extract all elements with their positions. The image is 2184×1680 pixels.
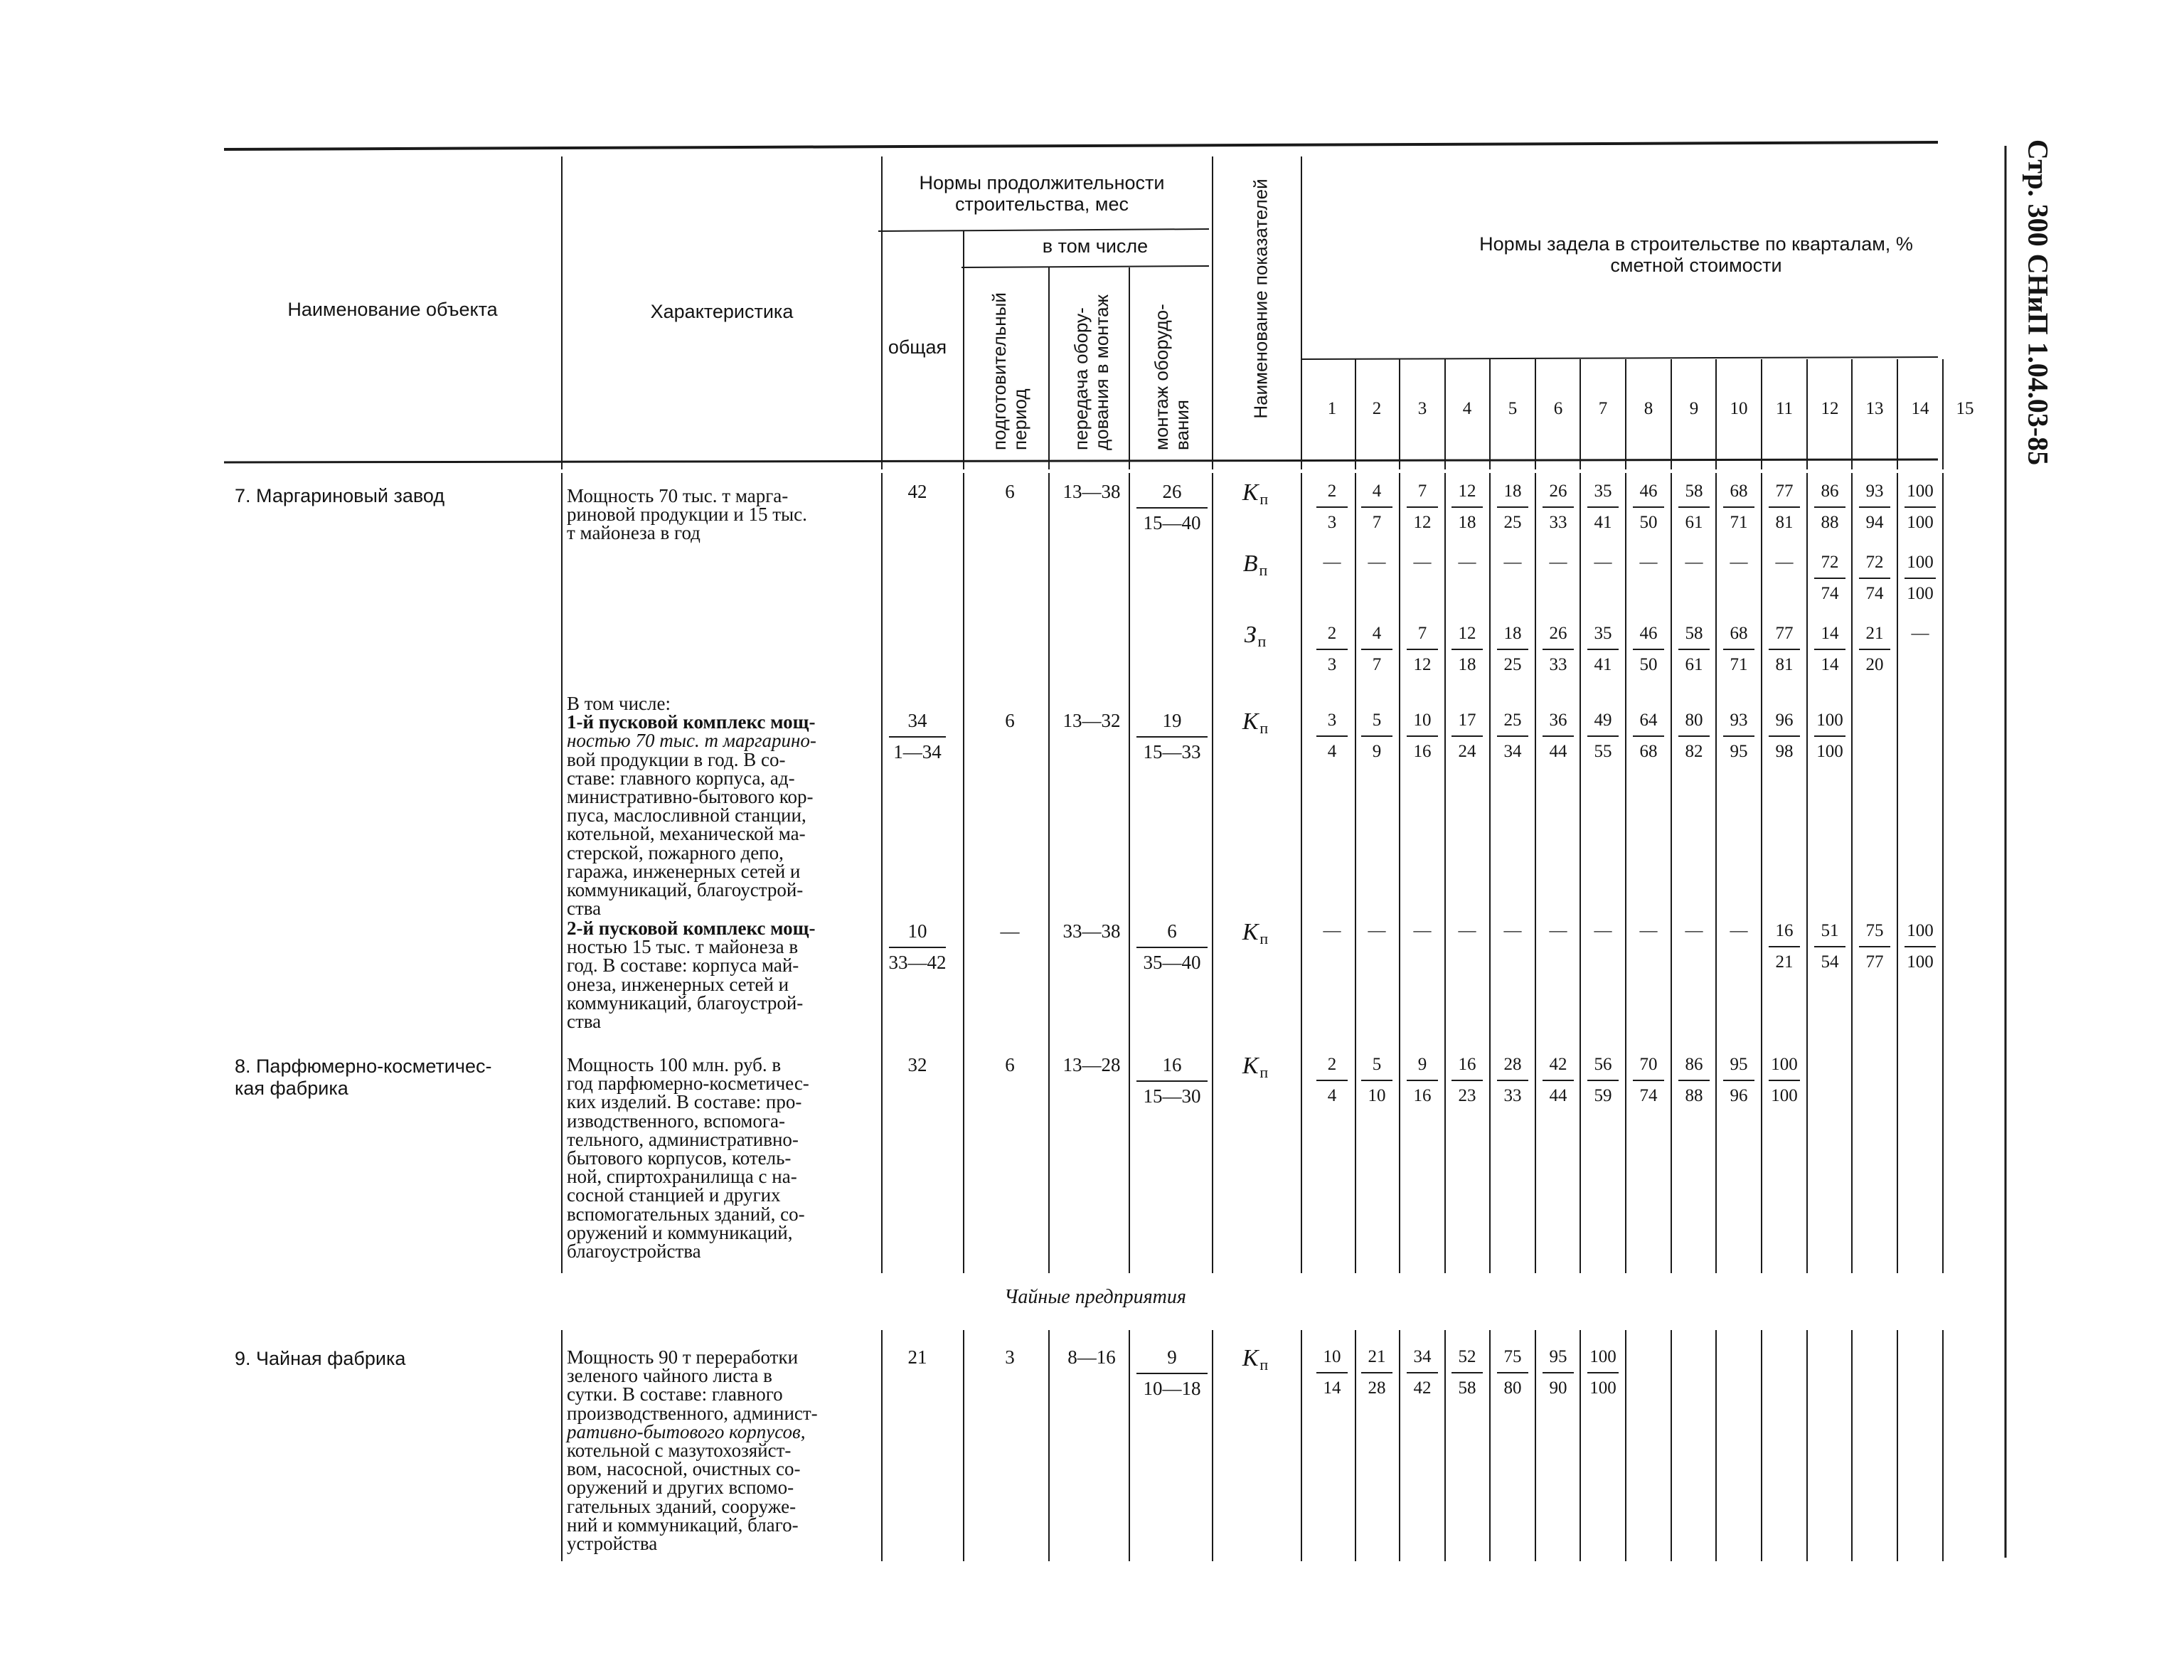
quarter-value-bottom: 3 bbox=[1327, 513, 1337, 532]
quarter-value-bottom: 25 bbox=[1503, 655, 1522, 674]
quarter-value-bottom: 100 bbox=[1816, 742, 1843, 761]
quarter-value-top: 96 bbox=[1775, 711, 1794, 730]
quarter-value-bottom: 68 bbox=[1639, 742, 1658, 761]
quarter-value-top: 51 bbox=[1821, 921, 1839, 940]
quarter-value-bottom: 25 bbox=[1503, 513, 1522, 532]
quarter-value-top: 95 bbox=[1549, 1347, 1567, 1366]
cell-transfer: 13—28 bbox=[1062, 1054, 1121, 1075]
quarter-value-top: — bbox=[1323, 553, 1341, 572]
quarter-label: 12 bbox=[1821, 399, 1839, 418]
quarter-value-top: 64 bbox=[1639, 711, 1658, 730]
quarter-value-top: — bbox=[1639, 553, 1658, 572]
quarter-value-top: 26 bbox=[1549, 624, 1567, 643]
quarter-value-top: — bbox=[1549, 921, 1567, 940]
cell-total: 34 bbox=[907, 710, 927, 731]
header-equipment-transfer: передача обору-дования в монтаж bbox=[1070, 294, 1112, 450]
cell-prep: 6 bbox=[1005, 1054, 1015, 1075]
indicator-label: $В_п$ bbox=[1242, 551, 1268, 579]
quarter-value-bottom: 100 bbox=[1907, 513, 1934, 532]
quarter-value-bottom: 74 bbox=[1821, 584, 1839, 603]
quarter-value-top: 72 bbox=[1865, 553, 1884, 572]
quarter-value-bottom: 24 bbox=[1458, 742, 1476, 761]
quarter-value-top: 21 bbox=[1368, 1347, 1386, 1366]
quarter-value-top: 21 bbox=[1865, 624, 1884, 643]
cell-mount: 19 bbox=[1162, 710, 1182, 731]
quarter-value-top: 52 bbox=[1458, 1347, 1476, 1366]
quarter-value-top: 70 bbox=[1639, 1055, 1658, 1074]
cell-mount-period: 15—30 bbox=[1143, 1085, 1201, 1107]
quarter-label: 5 bbox=[1508, 399, 1518, 418]
quarter-value-top: 10 bbox=[1413, 711, 1432, 730]
quarter-value-bottom: 81 bbox=[1775, 513, 1794, 532]
quarter-value-top: 100 bbox=[1907, 553, 1934, 572]
quarter-value-bottom: 77 bbox=[1865, 952, 1884, 972]
quarter-value-bottom: 95 bbox=[1730, 742, 1748, 761]
quarter-value-top: 46 bbox=[1639, 482, 1658, 501]
quarter-value-top: 95 bbox=[1730, 1055, 1748, 1074]
quarter-value-bottom: 44 bbox=[1549, 742, 1567, 761]
cell-mount: 9 bbox=[1167, 1346, 1177, 1368]
cell-transfer: 8—16 bbox=[1067, 1346, 1116, 1368]
object-desc-9: Мощность 90 т переработки зеленого чайного листа в сутки. В составе: главного производственного, админист- ративно-бытового корпусов, котельной с мазутохозяйст- вом, насосной, очистных со- оружений и других вспомо- гательных зданий, сооруже- ний и коммуникаций, благо- устройства bbox=[567, 1346, 818, 1555]
indicator-label: $З_п$ bbox=[1244, 622, 1267, 650]
cell-total: 10 bbox=[907, 920, 927, 942]
indicator-label: $К_п$ bbox=[1242, 1345, 1269, 1373]
quarter-value-top: 35 bbox=[1594, 482, 1612, 501]
cell-mount-period: 15—40 bbox=[1143, 512, 1201, 533]
quarter-value-bottom: 7 bbox=[1372, 513, 1382, 532]
indicator-label: $К_п$ bbox=[1242, 919, 1269, 947]
quarter-value-bottom: 9 bbox=[1372, 742, 1382, 761]
quarter-value-bottom: 18 bbox=[1458, 513, 1476, 532]
quarter-value-top: 2 bbox=[1327, 482, 1337, 501]
top-rule bbox=[224, 142, 1938, 149]
quarter-value-bottom: 74 bbox=[1865, 584, 1884, 603]
quarter-value-top: 93 bbox=[1730, 711, 1748, 730]
quarter-value-top: 58 bbox=[1685, 482, 1703, 501]
quarter-value-top: 46 bbox=[1639, 624, 1658, 643]
quarter-value-top: 35 bbox=[1594, 624, 1612, 643]
quarter-value-top: — bbox=[1503, 921, 1522, 940]
quarter-value-top: 14 bbox=[1821, 624, 1839, 643]
quarter-value-top: — bbox=[1730, 553, 1748, 572]
quarter-value-top: 18 bbox=[1503, 624, 1522, 643]
quarter-value-bottom: 100 bbox=[1589, 1378, 1616, 1398]
cell-total: 32 bbox=[907, 1054, 927, 1075]
quarter-value-top: 86 bbox=[1821, 482, 1839, 501]
quarter-value-top: 18 bbox=[1503, 482, 1522, 501]
cell-prep: 6 bbox=[1005, 710, 1015, 731]
quarter-value-top: 3 bbox=[1327, 711, 1337, 730]
quarter-value-top: 5 bbox=[1372, 1055, 1382, 1074]
quarter-value-top: 9 bbox=[1417, 1055, 1427, 1074]
quarter-value-top: 75 bbox=[1503, 1347, 1522, 1366]
quarter-label: 7 bbox=[1598, 399, 1608, 418]
quarters-header-rule bbox=[1301, 357, 1938, 359]
complex-1-desc: В том числе: 1-й пусковой комплекс мощ- ностью 70 тыс. т маргарино- вой продукции в год. В со- ставе: главного корпуса, ад- министративно-бытового кор- пуса, маслосливной станции, котельной, механической ма- стерской, пожарного депо, гаража, инженерных сетей и коммуникаций, благоустрой- ства bbox=[567, 693, 816, 920]
quarter-value-top: 10 bbox=[1323, 1347, 1341, 1366]
quarter-label: 14 bbox=[1911, 399, 1929, 418]
quarter-value-top: 36 bbox=[1549, 711, 1567, 730]
quarter-value-bottom: 82 bbox=[1685, 742, 1703, 761]
header-bottom-rule bbox=[224, 459, 1938, 462]
cell-mount-period: 10—18 bbox=[1143, 1378, 1201, 1399]
quarter-value-top: — bbox=[1413, 553, 1432, 572]
cell-prep: — bbox=[1000, 920, 1020, 942]
quarter-value-top: — bbox=[1639, 921, 1658, 940]
cell-transfer: 33—38 bbox=[1062, 920, 1121, 942]
quarter-value-bottom: 7 bbox=[1372, 655, 1382, 674]
quarter-label: 1 bbox=[1327, 399, 1337, 418]
quarter-value-top: 5 bbox=[1372, 711, 1382, 730]
quarter-value-top: — bbox=[1549, 553, 1567, 572]
quarter-value-top: 16 bbox=[1458, 1055, 1476, 1074]
quarter-value-bottom: 16 bbox=[1413, 742, 1432, 761]
quarter-value-bottom: 94 bbox=[1865, 513, 1884, 532]
quarter-value-top: 100 bbox=[1907, 482, 1934, 501]
including-rule bbox=[962, 266, 1209, 267]
quarter-value-top: 2 bbox=[1327, 1055, 1337, 1074]
quarter-value-top: 56 bbox=[1594, 1055, 1612, 1074]
duration-header-rule bbox=[878, 229, 1209, 231]
quarter-value-bottom: 18 bbox=[1458, 655, 1476, 674]
quarter-value-top: 26 bbox=[1549, 482, 1567, 501]
quarter-value-bottom: 54 bbox=[1821, 952, 1839, 972]
quarter-label: 11 bbox=[1775, 399, 1794, 418]
quarter-label: 4 bbox=[1462, 399, 1472, 418]
complex-2-desc: 2-й пусковой комплекс мощ- ностью 15 тыс. т майонеза в год. В составе: корпуса май- онеза, инженерных сетей и коммуникаций, благоустрой- ства bbox=[567, 918, 816, 1033]
quarter-value-top: — bbox=[1458, 921, 1476, 940]
quarter-value-top: 72 bbox=[1821, 553, 1839, 572]
quarter-label: 10 bbox=[1730, 399, 1748, 418]
header-reserve-norms: Нормы задела в строительстве по кварталам, % сметной стоимости bbox=[1479, 233, 1913, 276]
header-total: общая bbox=[888, 336, 947, 358]
quarter-value-bottom: 81 bbox=[1775, 655, 1794, 674]
quarter-value-bottom: 28 bbox=[1368, 1378, 1386, 1398]
quarter-value-top: — bbox=[1685, 921, 1703, 940]
quarter-value-bottom: 3 bbox=[1327, 655, 1337, 674]
cell-total-period: 33—42 bbox=[888, 952, 947, 973]
indicator-label: $К_п$ bbox=[1242, 708, 1269, 737]
quarter-value-top: 28 bbox=[1503, 1055, 1522, 1074]
quarter-value-bottom: 55 bbox=[1594, 742, 1612, 761]
object-desc-7: Мощность 70 тыс. т марга- риновой продукции и 15 тыс. т майонеза в год bbox=[567, 485, 807, 544]
quarter-label: 3 bbox=[1417, 399, 1427, 418]
cell-mount: 6 bbox=[1167, 920, 1177, 942]
quarter-value-top: 68 bbox=[1730, 482, 1748, 501]
quarter-value-top: 16 bbox=[1775, 921, 1794, 940]
section-heading-tea: Чайные предприятия bbox=[1004, 1286, 1186, 1308]
quarter-value-top: 25 bbox=[1503, 711, 1522, 730]
quarter-value-bottom: 71 bbox=[1730, 655, 1748, 674]
header-duration-norms: Нормы продолжительности строительства, мес bbox=[919, 172, 1165, 215]
header-characteristic: Характеристика bbox=[650, 301, 794, 322]
object-name-9: 9. Чайная фабрика bbox=[235, 1348, 406, 1369]
quarter-value-bottom: 58 bbox=[1458, 1378, 1476, 1398]
cell-transfer: 13—38 bbox=[1062, 481, 1121, 502]
quarter-value-bottom: 42 bbox=[1413, 1378, 1432, 1398]
quarter-value-top: — bbox=[1594, 921, 1612, 940]
quarter-value-top: 34 bbox=[1413, 1347, 1432, 1366]
quarter-value-bottom: 10 bbox=[1368, 1086, 1386, 1105]
quarter-value-top: — bbox=[1911, 624, 1929, 643]
cell-total: 21 bbox=[907, 1346, 927, 1368]
quarter-value-bottom: 34 bbox=[1503, 742, 1522, 761]
quarter-value-top: — bbox=[1458, 553, 1476, 572]
quarter-label: 2 bbox=[1372, 399, 1382, 418]
quarter-value-bottom: 4 bbox=[1327, 742, 1337, 761]
quarter-label: 13 bbox=[1865, 399, 1884, 418]
quarter-value-top: — bbox=[1503, 553, 1522, 572]
quarter-value-bottom: 98 bbox=[1775, 742, 1794, 761]
quarter-value-bottom: 4 bbox=[1327, 1086, 1337, 1105]
quarter-value-top: 100 bbox=[1589, 1347, 1616, 1366]
quarter-value-bottom: 33 bbox=[1549, 513, 1567, 532]
page-header: Стр. 300 СНиП 1.04.03-85 bbox=[2022, 139, 2055, 466]
quarter-value-bottom: 41 bbox=[1594, 513, 1612, 532]
quarter-value-bottom: 14 bbox=[1323, 1378, 1341, 1398]
quarter-value-bottom: 100 bbox=[1907, 952, 1934, 972]
quarter-value-bottom: 14 bbox=[1821, 655, 1839, 674]
quarter-value-bottom: 12 bbox=[1413, 513, 1432, 532]
quarter-value-top: 12 bbox=[1458, 482, 1476, 501]
quarter-value-top: — bbox=[1685, 553, 1703, 572]
cell-mount-period: 35—40 bbox=[1143, 952, 1201, 973]
quarter-value-bottom: 100 bbox=[1771, 1086, 1798, 1105]
quarter-value-top: 77 bbox=[1775, 624, 1794, 643]
quarter-label: 15 bbox=[1956, 399, 1974, 418]
quarter-value-top: 68 bbox=[1730, 624, 1748, 643]
header-object: Наименование объекта bbox=[287, 299, 498, 320]
quarter-value-bottom: 80 bbox=[1503, 1378, 1522, 1398]
header-indicator: Наименование показателей bbox=[1250, 179, 1272, 419]
cell-mount-period: 15—33 bbox=[1143, 741, 1201, 762]
header-equipment-mounting: монтаж оборудо-вания bbox=[1151, 304, 1193, 450]
quarter-value-top: — bbox=[1730, 921, 1748, 940]
quarter-value-top: 2 bbox=[1327, 624, 1337, 643]
header-prep-period: подготовительный период bbox=[989, 292, 1030, 450]
quarter-label: 9 bbox=[1689, 399, 1699, 418]
quarter-value-top: 100 bbox=[1771, 1055, 1798, 1074]
quarter-value-top: 100 bbox=[1816, 711, 1843, 730]
quarter-value-top: — bbox=[1594, 553, 1612, 572]
quarter-value-bottom: 100 bbox=[1907, 584, 1934, 603]
cell-mount: 16 bbox=[1162, 1054, 1182, 1075]
quarter-value-bottom: 96 bbox=[1730, 1086, 1748, 1105]
cell-transfer: 13—32 bbox=[1062, 710, 1121, 731]
object-name-8: 8. Парфюмерно-косметичес- кая фабрика bbox=[235, 1056, 492, 1099]
quarter-value-top: — bbox=[1775, 553, 1794, 572]
quarter-value-top: — bbox=[1323, 921, 1341, 940]
quarter-value-top: 4 bbox=[1372, 482, 1382, 501]
quarter-value-bottom: 90 bbox=[1549, 1378, 1567, 1398]
quarter-value-bottom: 61 bbox=[1685, 655, 1703, 674]
quarter-value-top: 80 bbox=[1685, 711, 1703, 730]
quarter-value-top: 12 bbox=[1458, 624, 1476, 643]
quarter-value-bottom: 71 bbox=[1730, 513, 1748, 532]
quarter-value-top: 75 bbox=[1865, 921, 1884, 940]
quarter-value-top: 42 bbox=[1549, 1055, 1567, 1074]
quarter-value-bottom: 50 bbox=[1639, 513, 1658, 532]
object-name-7: 7. Маргариновый завод bbox=[235, 485, 445, 506]
quarter-value-bottom: 88 bbox=[1685, 1086, 1703, 1105]
quarter-value-top: 7 bbox=[1417, 482, 1427, 501]
quarter-value-top: 4 bbox=[1372, 624, 1382, 643]
quarter-value-top: 100 bbox=[1907, 921, 1934, 940]
quarter-value-bottom: 74 bbox=[1639, 1086, 1658, 1105]
quarter-value-top: — bbox=[1368, 921, 1386, 940]
quarter-label: 8 bbox=[1644, 399, 1653, 418]
quarter-value-top: 49 bbox=[1594, 711, 1612, 730]
quarter-value-top: 58 bbox=[1685, 624, 1703, 643]
object-desc-8: Мощность 100 млн. руб. в год парфюмерно-косметичес- ких изделий. В составе: про- изводственного, вспомога- тельного, административно- бытового корпусов, котель- ной, спиртохранилища с на- сосной станцией и других вспомогательных зданий, со- оружений и коммуникаций, благоустройства bbox=[567, 1054, 809, 1262]
quarter-value-bottom: 41 bbox=[1594, 655, 1612, 674]
quarter-value-top: 86 bbox=[1685, 1055, 1703, 1074]
indicator-label: $К_п$ bbox=[1242, 479, 1269, 508]
quarter-value-bottom: 20 bbox=[1865, 655, 1884, 674]
quarter-value-top: — bbox=[1368, 553, 1386, 572]
cell-total: 42 bbox=[907, 481, 927, 502]
quarter-value-bottom: 33 bbox=[1549, 655, 1567, 674]
quarter-value-bottom: 21 bbox=[1775, 952, 1794, 972]
quarter-value-bottom: 59 bbox=[1594, 1086, 1612, 1105]
quarter-value-bottom: 23 bbox=[1458, 1086, 1476, 1105]
quarter-value-top: 17 bbox=[1458, 711, 1476, 730]
quarter-value-top: — bbox=[1413, 921, 1432, 940]
quarter-value-bottom: 50 bbox=[1639, 655, 1658, 674]
indicator-label: $К_п$ bbox=[1242, 1053, 1269, 1081]
cell-total-period: 1—34 bbox=[893, 741, 942, 762]
quarter-value-top: 77 bbox=[1775, 482, 1794, 501]
header-including: в том числе bbox=[1042, 235, 1149, 257]
quarter-value-bottom: 61 bbox=[1685, 513, 1703, 532]
quarter-value-bottom: 12 bbox=[1413, 655, 1432, 674]
quarter-value-top: 7 bbox=[1417, 624, 1427, 643]
cell-mount: 26 bbox=[1162, 481, 1182, 502]
quarter-value-bottom: 33 bbox=[1503, 1086, 1522, 1105]
quarter-label: 6 bbox=[1553, 399, 1563, 418]
quarter-value-bottom: 44 bbox=[1549, 1086, 1567, 1105]
cell-prep: 6 bbox=[1005, 481, 1015, 502]
quarter-value-bottom: 88 bbox=[1821, 513, 1839, 532]
quarter-value-bottom: 16 bbox=[1413, 1086, 1432, 1105]
cell-prep: 3 bbox=[1005, 1346, 1015, 1368]
quarter-value-top: 93 bbox=[1865, 482, 1884, 501]
